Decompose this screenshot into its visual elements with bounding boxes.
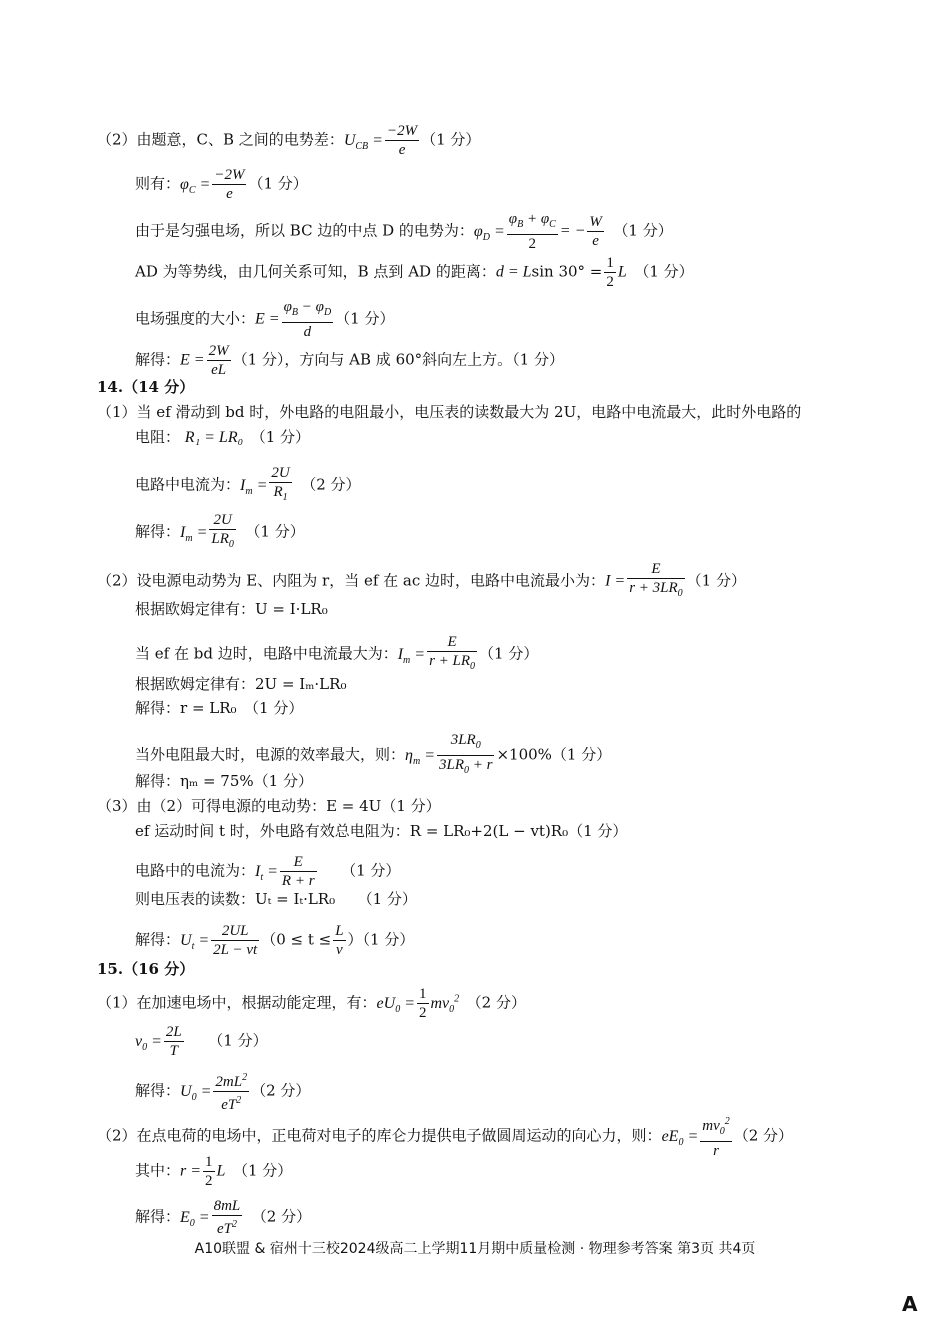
q14-p2-line4: 根据欧姆定律有：2U = Iₘ·LR₀ — [135, 675, 347, 693]
q14-p2-line3: 当 ef 在 bd 边时，电路中电流最大为：$I_m$ = $\frac{E}{r + LR_0}$ （1 分） — [135, 634, 539, 672]
q14-heading: 14.（14 分） — [97, 378, 195, 396]
q15-p1-line2: $v_0$ = $\frac{2L}{T}$ （1 分） — [135, 1024, 268, 1059]
q15-heading: 15.（16 分） — [97, 960, 195, 978]
q14-p3-line5: 解得：$U_t$ = $\frac{2UL}{2L - vt}$ （0 ≤ t ≤ $\frac{L}{v}$ ）（1 分） — [135, 923, 415, 958]
q15-p2-line1: （2）在点电荷的电场中，正电荷对电子的库仑力提供电子做圆周运动的向心力，则：$eE_0$ = $\frac{mv_0^2}{r}$ （2 分） — [97, 1113, 793, 1160]
q14-p3-line4: 则电压表的读数：Uₜ = Iₜ·LR₀ （1 分） — [135, 890, 417, 908]
q15-p2-line3: 解得：$E_0$ = $\frac{8mL}{eT^2}$ （2 分） — [135, 1198, 312, 1237]
q14-p1-line4: 解得：$I_m$ = $\frac{2U}{LR_0}$ （1 分） — [135, 512, 305, 550]
q14-p3-line3: 电路中的电流为：$I_t$ = $\frac{E}{R + r}$ （1 分） — [135, 854, 401, 889]
q13-line1: （2）由题意，C、B 之间的电势差：$U_{CB}$ = $\frac{-2W}{e}$ （1 分） — [97, 123, 481, 158]
q14-p2-line6: 当外电阻最大时，电源的效率最大，则：$\eta_m$ = $\frac{3LR_0}{3LR_0 + r}$ ×100%（1 分） — [135, 732, 612, 776]
q14-p1-line1: （1）当 ef 滑动到 bd 时，外电路的电阻最小，电压表的读数最大为 2U，电路中电流最大，此时外电路的 — [97, 403, 802, 421]
q15-p2-line2: 其中：r = $\frac{1}{2}$ L （1 分） — [135, 1154, 293, 1189]
q14-p2-line1: （2）设电源电动势为 E、内阻为 r，当 ef 在 ac 边时，电路中电流最小为：I = $\frac{E}{r + 3LR_0}$ （1 分） — [97, 561, 746, 599]
q14-p3-line1: （3）由（2）可得电源的电动势：E = 4U（1 分） — [97, 797, 441, 815]
q14-p2-line2: 根据欧姆定律有：U = I·LR₀ — [135, 600, 328, 618]
q14-p2-line5: 解得：r = LR₀ （1 分） — [135, 699, 304, 717]
q14-p2-line7: 解得：ηₘ = 75%（1 分） — [135, 772, 313, 790]
q14-p3-line2: ef 运动时间 t 时，外电路有效总电阻为：R = LR₀+2(L − vt)R₀（1 分） — [135, 822, 628, 840]
q13-line6: 解得：E = $\frac{2W}{eL}$ （1 分），方向与 AB 成 60°斜向左上方。（1 分） — [135, 343, 564, 378]
version-mark: A — [902, 1292, 918, 1316]
page-footer: A10联盟 & 宿州十三校2024级高二上学期11月期中质量检测 · 物理参考答案 第3页 共4页 — [194, 1241, 756, 1257]
q13-line4: AD 为等势线，由几何关系可知，B 点到 AD 的距离：d = Lsin 30° = $\frac{1}{2}$ L （1 分） — [135, 255, 694, 290]
q15-p1-line3: 解得：$U_0$ = $\frac{2mL^2}{eT^2}$ （2 分） — [135, 1069, 310, 1114]
q14-p1-line2: 电阻： R₁ = LR₀ （1 分） — [135, 428, 310, 446]
q13-line2: 则有：$\varphi_C$ = $\frac{-2W}{e}$ （1 分） — [135, 167, 308, 202]
q14-p1-line3: 电路中电流为：$I_m$ = $\frac{2U}{R_1}$ （2 分） — [135, 465, 361, 503]
q13-line5: 电场强度的大小：E = $\frac{\varphi_B - \varphi_D}{d}$ （1 分） — [135, 299, 395, 340]
q13-line3: 由于是匀强电场，所以 BC 边的中点 D 的电势为：$\varphi_D$ = $\frac{\varphi_B + \varphi_C}{2}$ = − $\frac{W}{e}$ （1 分） — [135, 211, 673, 252]
q15-p1-line1: （1）在加速电场中，根据动能定理，有：$eU_0$ = $\frac{1}{2}$ $mv_0^2$ （2 分） — [97, 986, 526, 1021]
